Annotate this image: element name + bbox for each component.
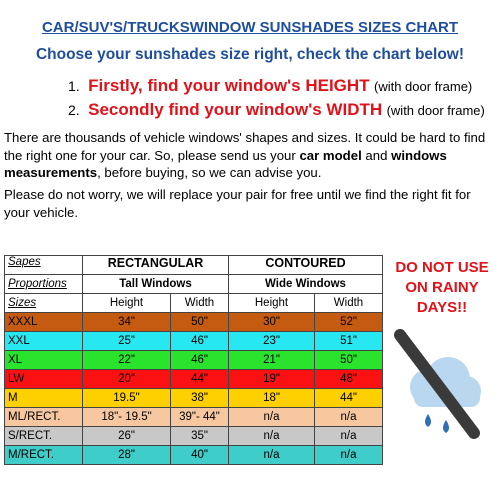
wide-height-cell: 21"	[229, 351, 315, 370]
size-cell: M/RECT.	[5, 446, 83, 465]
intro-paragraph	[4, 129, 496, 182]
tall-width-header: Width	[171, 294, 229, 313]
wide-height-cell: 19"	[229, 370, 315, 389]
chart-subtitle: Choose your sunshades size right, check the chart below!	[35, 46, 465, 63]
wide-width-cell: 50"	[315, 351, 383, 370]
proportions-row	[5, 275, 383, 294]
wide-height-header: Height	[229, 294, 315, 313]
warning-line-3: DAYS!!	[416, 299, 468, 316]
wide-width-cell: n/a	[315, 427, 383, 446]
sizes-header-row	[5, 294, 383, 313]
tall-width-cell: 35"	[171, 427, 229, 446]
size-rows	[5, 313, 383, 465]
shapes-row	[5, 256, 383, 275]
tall-width-cell: 38"	[171, 389, 229, 408]
chart-title: CAR/SUV'S/TRUCKSWINDOW SUNSHADES SIZES CHART	[41, 19, 459, 36]
proportions-label: Proportions	[5, 275, 83, 294]
wide-height-cell: 30"	[229, 313, 315, 332]
wide-width-cell: n/a	[315, 446, 383, 465]
tall-height-cell: 18"- 19.5"	[83, 408, 171, 427]
wide-height-cell: 23"	[229, 332, 315, 351]
intro-text-1: There are thousands of vehicle windows' shapes and sizes. It could be hard to find the right one for your car. So, please send us your	[4, 130, 486, 163]
warning-line-1: DO NOT USE	[395, 259, 489, 276]
step-2	[68, 100, 485, 120]
tall-height-cell: 25"	[83, 332, 171, 351]
size-cell: S/RECT.	[5, 427, 83, 446]
wide-width-cell: 52"	[315, 313, 383, 332]
rain-drop-icon	[443, 420, 449, 433]
size-cell: XXL	[5, 332, 83, 351]
tall-width-cell: 46"	[171, 351, 229, 370]
warning-line-2: ON RAINY	[405, 279, 479, 296]
size-row	[5, 370, 383, 389]
size-cell: LW	[5, 370, 83, 389]
step-1	[68, 76, 472, 96]
tall-width-cell: 40"	[171, 446, 229, 465]
size-cell: XXXL	[5, 313, 83, 332]
tall-height-cell: 34"	[83, 313, 171, 332]
step-1-text: Firstly, find your window's HEIGHT	[88, 76, 370, 95]
tall-width-cell: 50"	[171, 313, 229, 332]
intro-bold-measurements: windows measurements	[4, 147, 447, 180]
wide-height-cell: n/a	[229, 427, 315, 446]
wide-width-cell: n/a	[315, 408, 383, 427]
size-table	[4, 255, 383, 465]
rectangular-header: RECTANGULAR	[83, 256, 229, 275]
wide-height-cell: n/a	[229, 408, 315, 427]
size-row	[5, 408, 383, 427]
rain-warning	[388, 258, 496, 318]
contoured-header: CONTOURED	[229, 256, 383, 275]
size-row	[5, 313, 383, 332]
size-row	[5, 351, 383, 370]
intro-text-3: , before buying, so we can advise you.	[97, 165, 322, 180]
size-row	[5, 446, 383, 465]
wide-height-cell: n/a	[229, 446, 315, 465]
wide-width-cell: 51"	[315, 332, 383, 351]
tall-height-cell: 26"	[83, 427, 171, 446]
shapes-label: Sapes	[5, 256, 83, 275]
tall-height-cell: 28"	[83, 446, 171, 465]
rain-drop-icon	[425, 414, 431, 427]
step-2-text: Secondly find your window's WIDTH	[88, 100, 383, 119]
tall-width-cell: 39"- 44"	[171, 408, 229, 427]
intro-bold-car-model: car model	[299, 147, 362, 163]
size-cell: XL	[5, 351, 83, 370]
tall-height-cell: 19.5"	[83, 389, 171, 408]
wide-width-cell: 44"	[315, 389, 383, 408]
tall-height-cell: 22"	[83, 351, 171, 370]
tall-height-header: Height	[83, 294, 171, 313]
step-2-number: 2.	[68, 102, 80, 118]
wide-width-cell: 48"	[315, 370, 383, 389]
tall-windows-header: Tall Windows	[83, 275, 229, 294]
wide-height-cell: 18"	[229, 389, 315, 408]
size-row	[5, 427, 383, 446]
size-row	[5, 389, 383, 408]
replace-paragraph: Please do not worry, we will replace your pair for free until we find the right fit for your vehicle.	[4, 187, 471, 220]
size-cell: ML/RECT.	[5, 408, 83, 427]
step-1-note: (with door frame)	[374, 79, 473, 94]
wide-width-header: Width	[315, 294, 383, 313]
intro-text-2: and	[361, 147, 392, 163]
tall-width-cell: 44"	[171, 370, 229, 389]
sizes-label: Sizes	[5, 294, 83, 313]
size-row	[5, 332, 383, 351]
step-2-note: (with door frame)	[386, 103, 485, 118]
tall-height-cell: 20"	[83, 370, 171, 389]
step-1-number: 1.	[68, 78, 80, 94]
no-rain-icon	[388, 325, 496, 445]
size-cell: M	[5, 389, 83, 408]
wide-windows-header: Wide Windows	[229, 275, 383, 294]
tall-width-cell: 46"	[171, 332, 229, 351]
